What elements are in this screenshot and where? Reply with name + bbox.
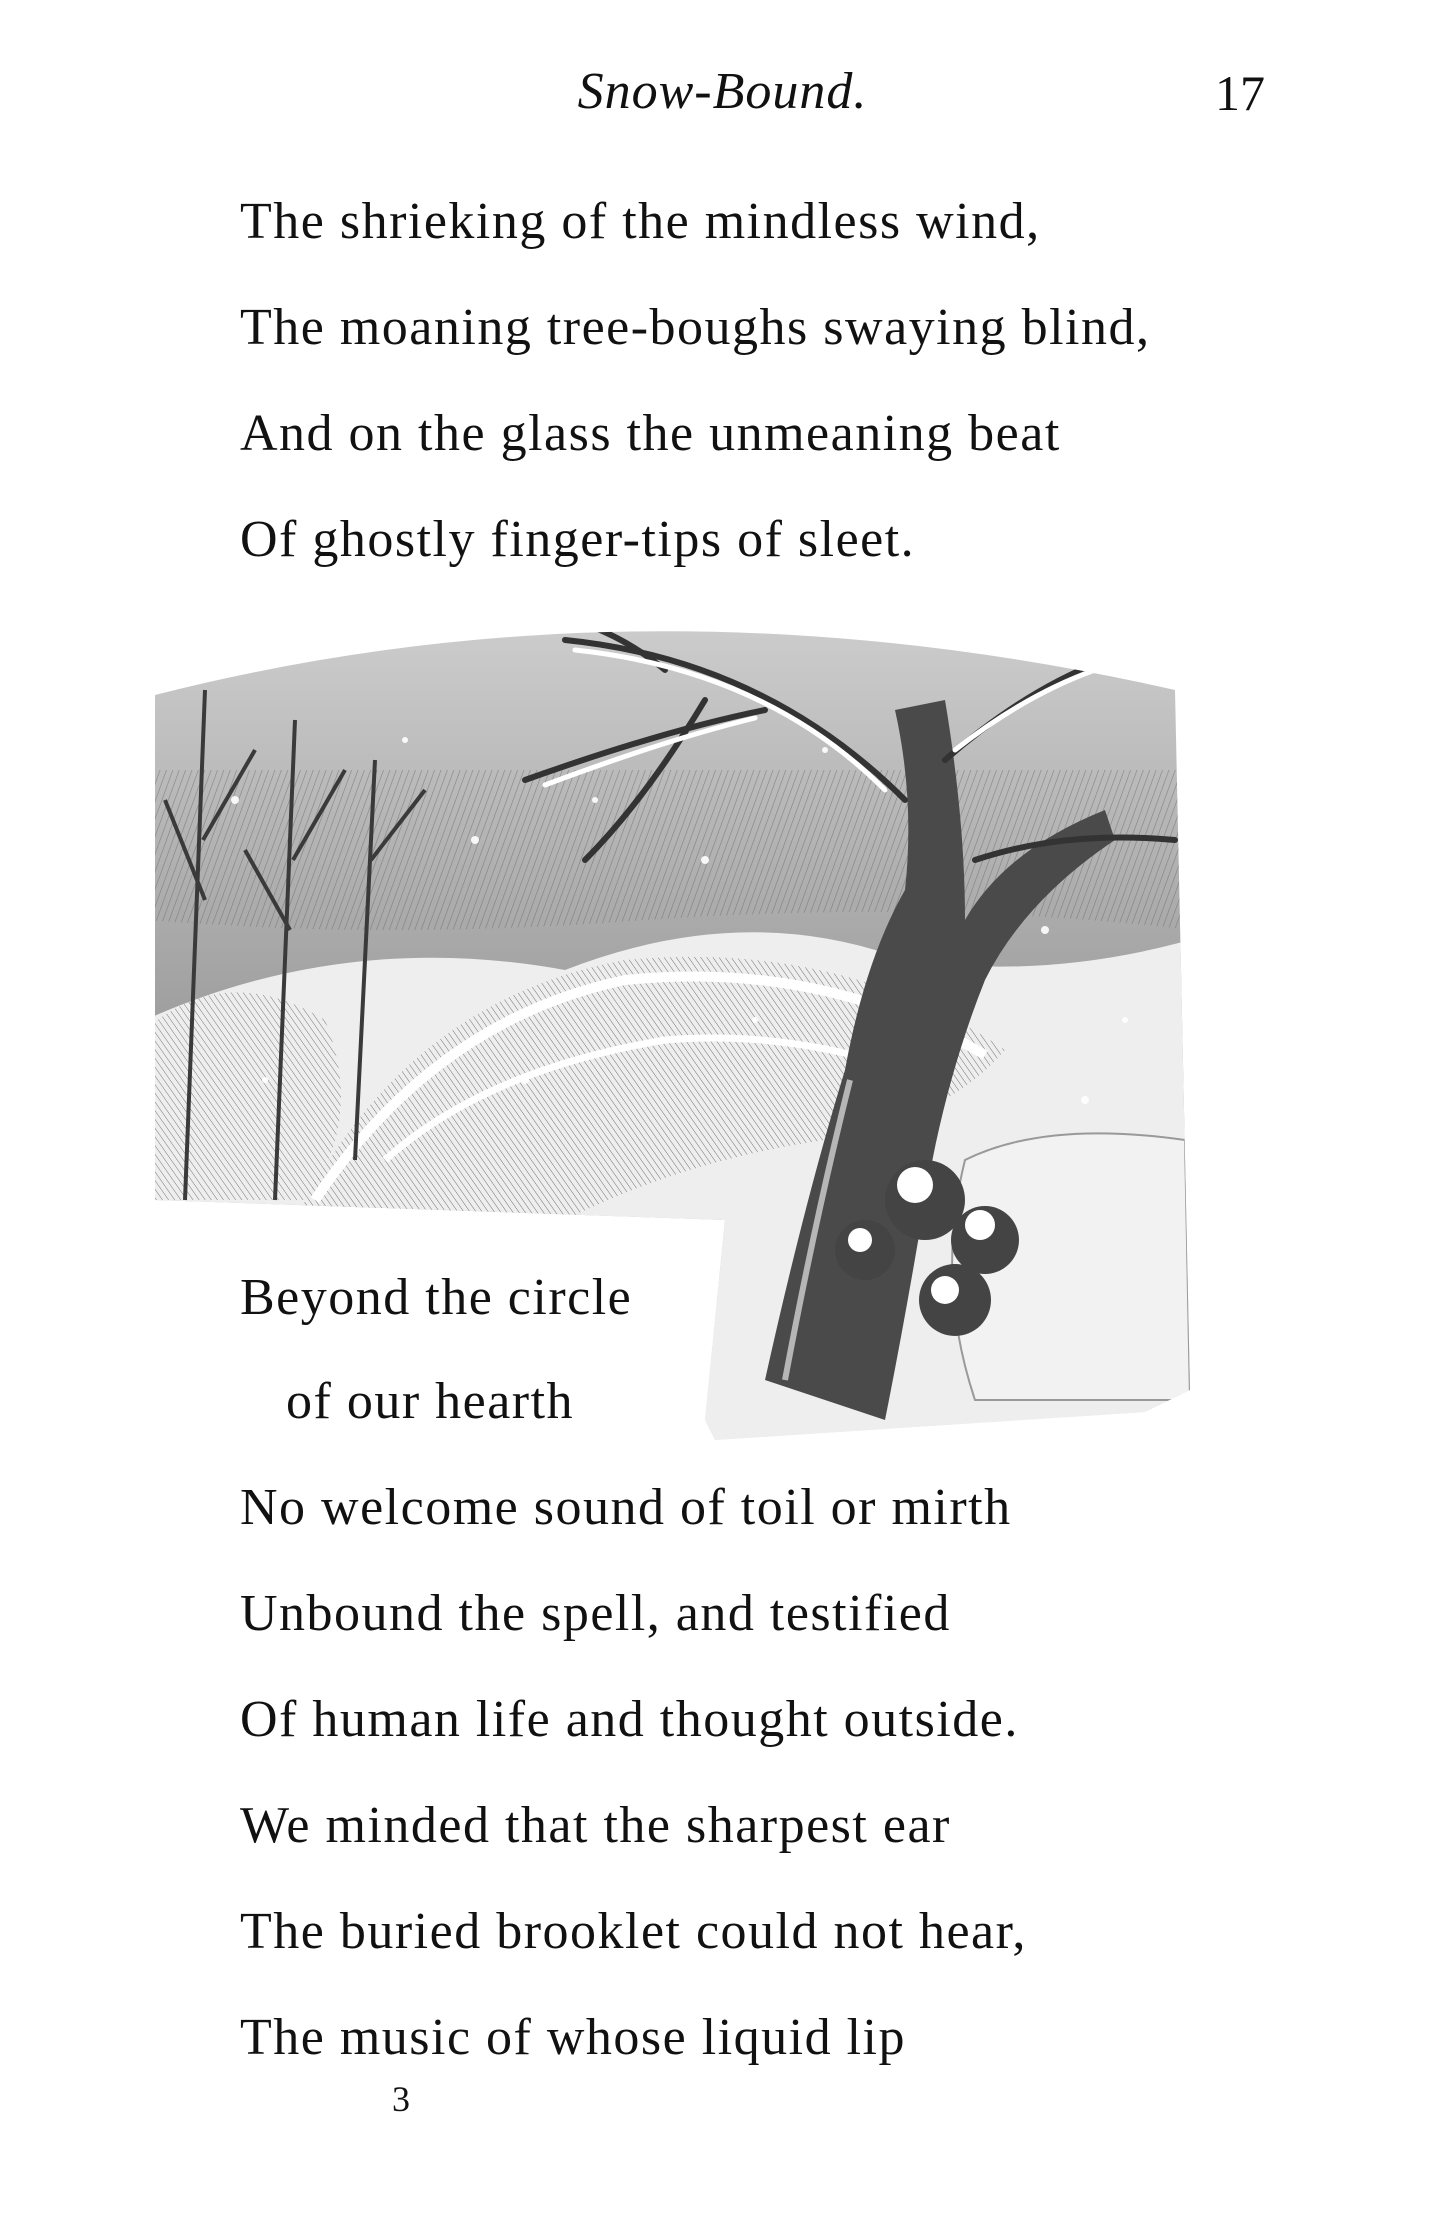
- verse-line: No welcome sound of toil or mirth: [240, 1479, 1012, 1536]
- verse-line: We minded that the sharpest ear: [240, 1797, 951, 1854]
- verse-line: Unbound the spell, and testified: [240, 1585, 951, 1642]
- signature-mark: 3: [392, 2079, 410, 2119]
- verse-line: And on the glass the unmeaning beat: [240, 405, 1061, 462]
- verse-line: The shrieking of the mindless wind,: [240, 193, 1041, 250]
- verse-line: The moaning tree-boughs swaying blind,: [240, 299, 1151, 356]
- verse-line: The buried brooklet could not hear,: [240, 1903, 1027, 1960]
- verse-line: Of ghostly finger-tips of sleet.: [240, 511, 916, 568]
- page-number: 17: [1215, 65, 1265, 121]
- running-title: Snow-Bound.: [577, 63, 868, 120]
- verse-line: of our hearth: [286, 1373, 575, 1430]
- verse-line: Of human life and thought outside.: [240, 1691, 1019, 1748]
- verse-line: The music of whose liquid lip: [240, 2009, 906, 2066]
- verse-line: Beyond the circle: [240, 1269, 633, 1326]
